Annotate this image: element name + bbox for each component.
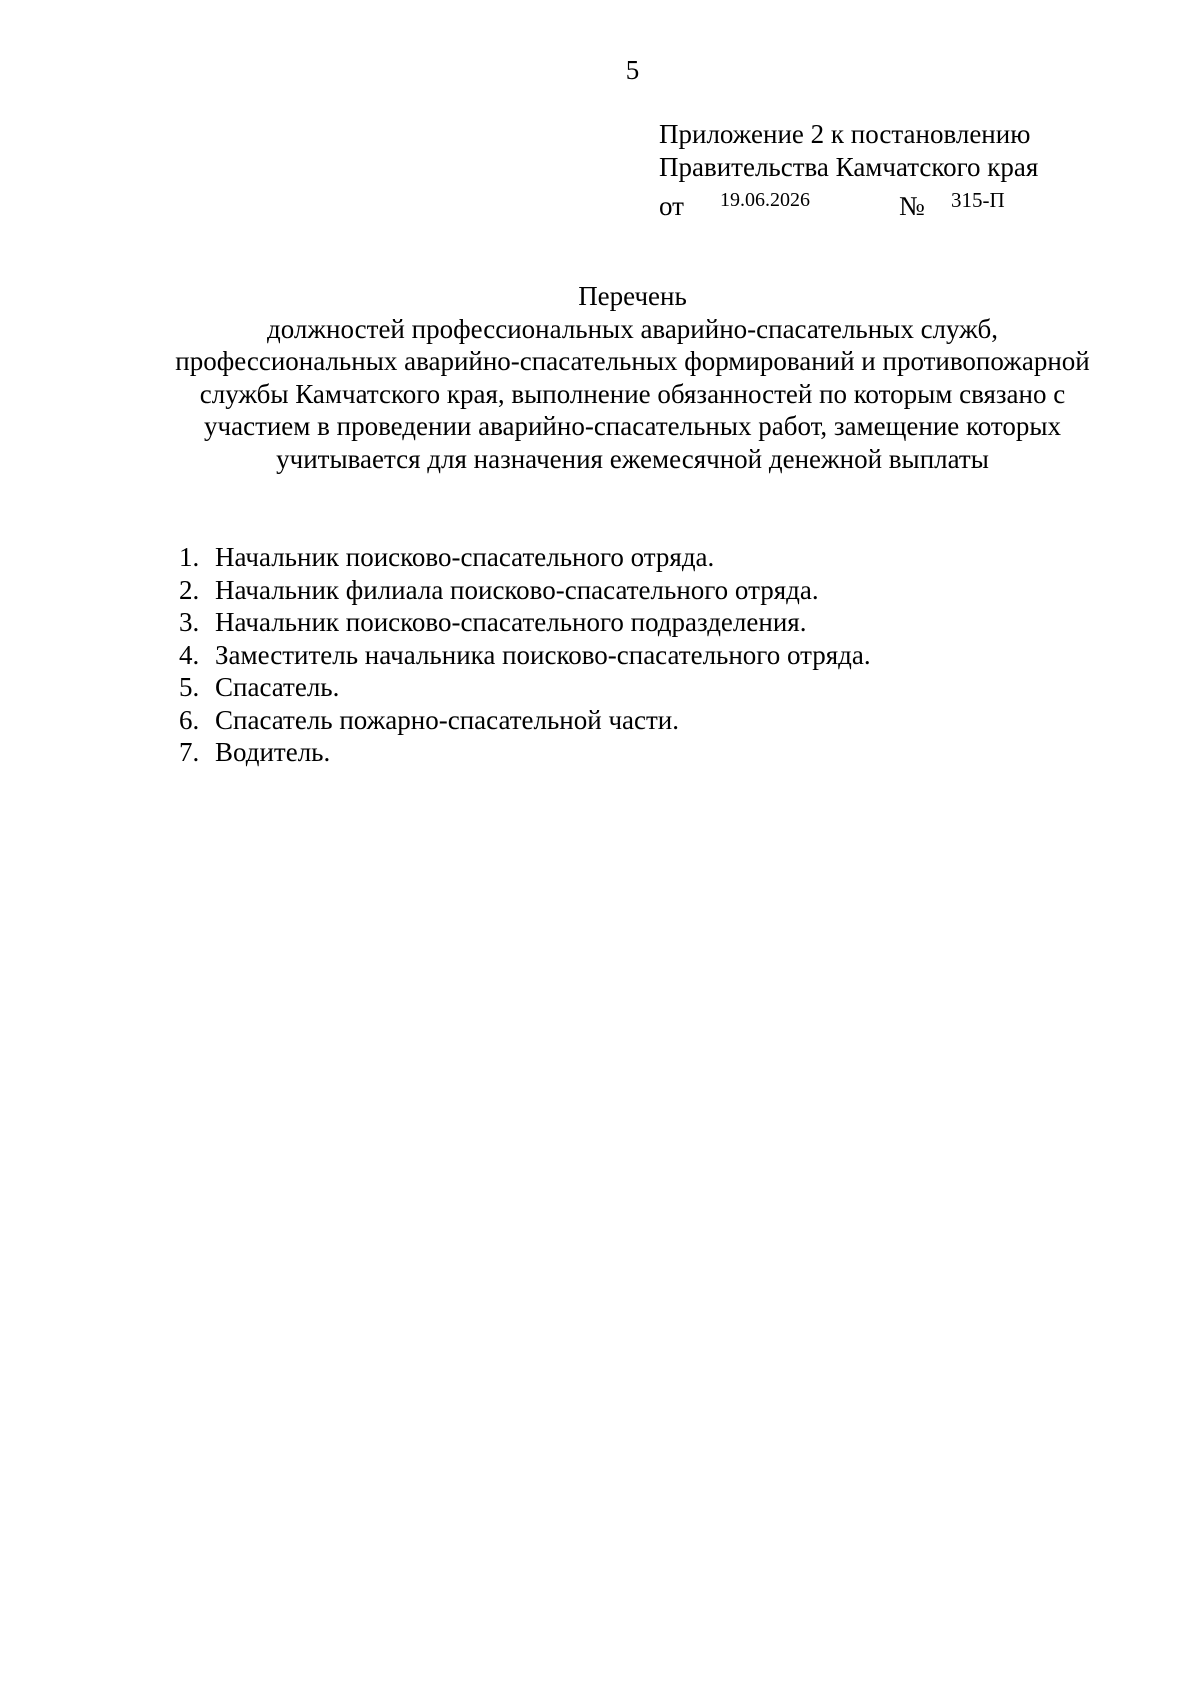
list-item-text: Начальник филиала поисково-спасательного отряда. — [215, 574, 819, 605]
list-item-number: 2. — [179, 574, 200, 605]
list-item — [179, 574, 871, 607]
title-line: должностей профессиональных аварийно-спасательных служб, — [267, 313, 998, 344]
list-item — [179, 704, 871, 737]
list-item — [179, 606, 871, 639]
list-item-text: Заместитель начальника поисково-спасательного отряда. — [215, 639, 871, 670]
list-item — [179, 671, 871, 704]
page-number: 5 — [625, 55, 640, 85]
list-item — [179, 639, 871, 672]
list-item-number: 1. — [179, 542, 200, 572]
number-sign: № — [899, 191, 925, 221]
list-item-text: Спасатель пожарно-спасательной части. — [215, 704, 679, 735]
list-item-number: 7. — [179, 737, 200, 767]
list-item-number: 3. — [179, 607, 200, 637]
title-line: профессиональных аварийно-спасательных формирований и противопожарной — [175, 346, 1090, 376]
appendix-issuer: Правительства Камчатского края — [659, 152, 1039, 182]
title-heading: Перечень — [578, 281, 687, 311]
date-prefix: от — [659, 191, 684, 221]
title-line: учитывается для назначения ежемесячной денежной выплаты — [276, 443, 989, 474]
positions-list — [179, 541, 871, 769]
appendix-title: Приложение 2 к постановлению — [659, 119, 1031, 149]
title-line: участием в проведении аварийно-спасательных работ, замещение которых — [204, 411, 1061, 441]
resolution-date: 19.06.2026 — [720, 189, 810, 211]
list-item-number: 4. — [179, 639, 200, 670]
list-item — [179, 736, 871, 769]
list-item-text: Водитель. — [215, 737, 331, 767]
document-title — [0, 280, 1200, 475]
appendix-header — [659, 118, 1038, 220]
list-item-number: 5. — [179, 672, 200, 702]
list-item-text: Спасатель. — [215, 672, 340, 702]
resolution-number: 315-П — [951, 188, 1005, 212]
list-item-text: Начальник поисково-спасательного отряда. — [215, 542, 715, 572]
list-item — [179, 541, 871, 574]
list-item-text: Начальник поисково-спасательного подразделения. — [215, 607, 807, 637]
list-item-number: 6. — [179, 704, 200, 735]
appendix-date-row — [659, 184, 1038, 220]
title-line: службы Камчатского края, выполнение обязанностей по которым связано с — [199, 378, 1066, 409]
